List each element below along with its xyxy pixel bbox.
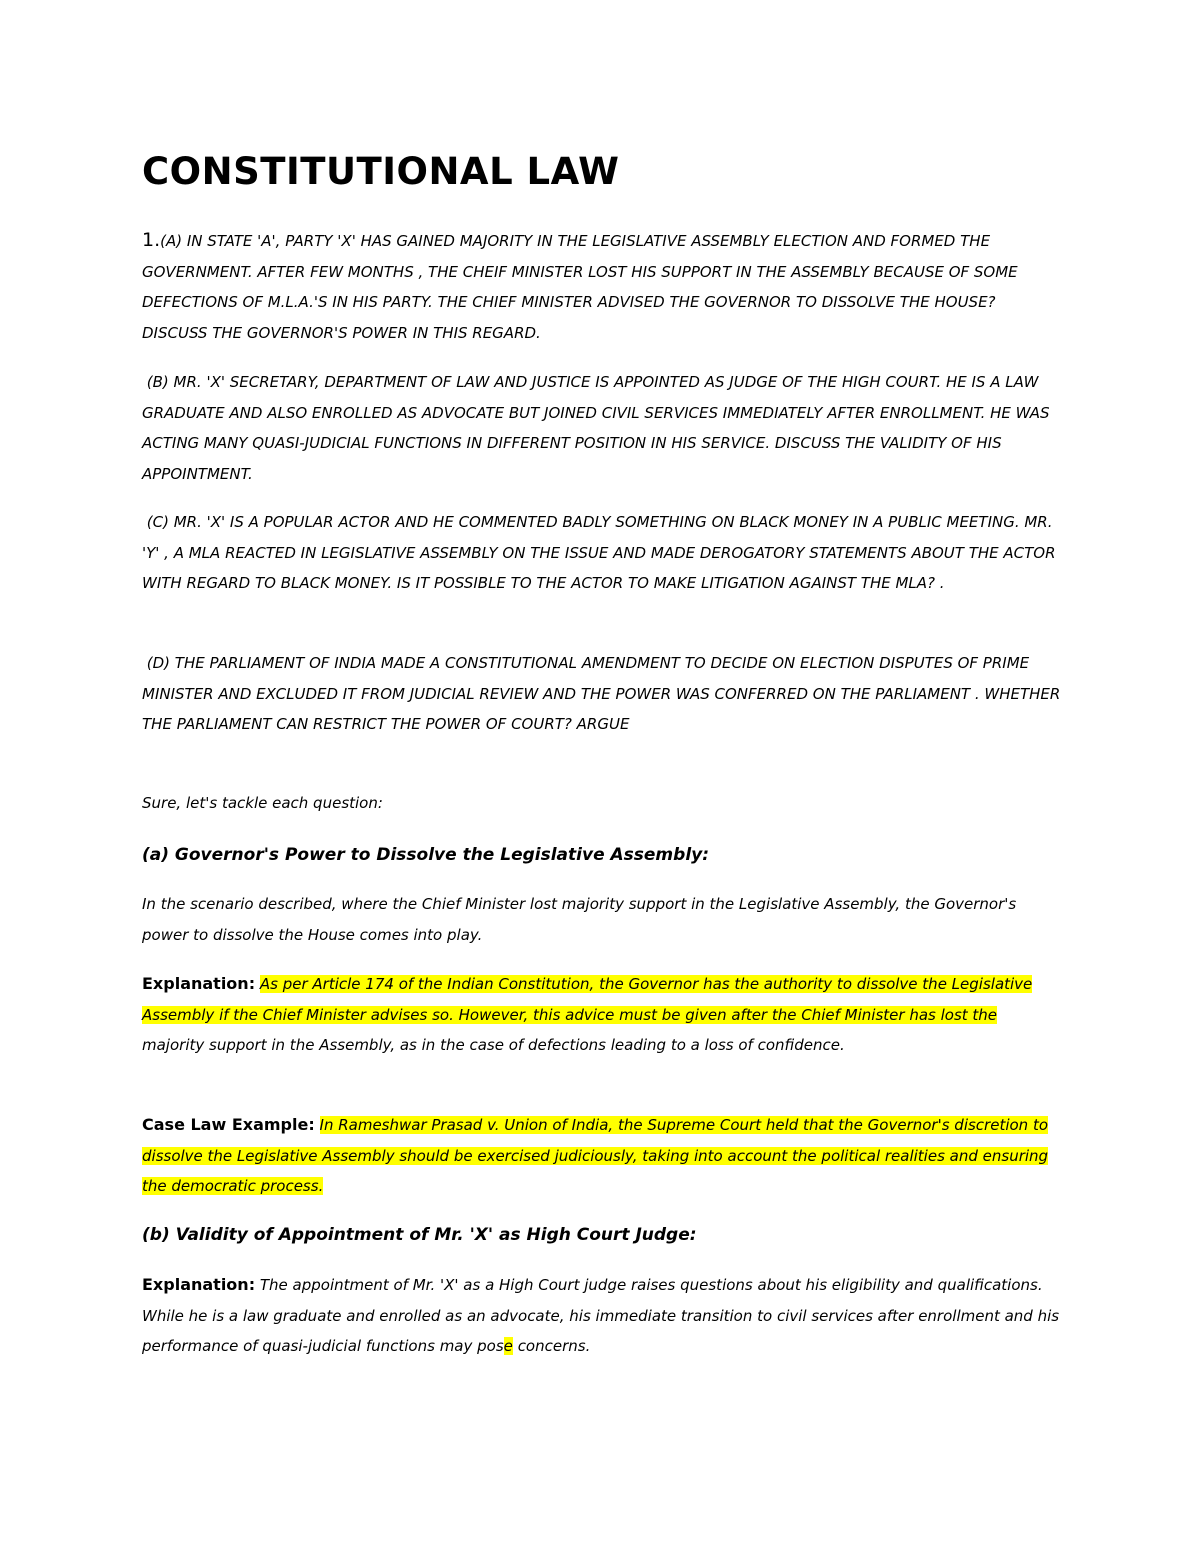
explanation-tail: concerns. <box>517 1337 591 1355</box>
question-a-text: (A) IN STATE 'A', PARTY 'X' HAS GAINED MAJORITY IN THE LEGISLATIVE ASSEMBLY ELECTION AND FORMED THE GOVERNMENT. AFTER FEW MONTHS , THE CHEIF MINISTER LOST HIS SUPPORT IN THE ASSEMBLY BECAUSE OF SOME DEFECTIONS OF M.L.A.'S IN HIS PARTY. THE CHIEF MINISTER ADVISED THE GOVERNOR TO DISSOLVE THE HOUSE? DISCUSS THE GOVERNOR'S POWER IN THIS REGARD. <box>142 232 1018 342</box>
highlighted-char: e <box>503 1337 513 1355</box>
explanation-label: Explanation: <box>142 1275 256 1294</box>
question-b-text: (B) MR. 'X' SECRETARY, DEPARTMENT OF LAW AND JUSTICE IS APPOINTED AS JUDGE OF THE HIGH COURT. HE IS A LAW GRADUATE AND ALSO ENROLLED AS ADVOCATE BUT JOINED CIVIL SERVICES IMMEDIATELY AFTER ENROLLMENT. HE WAS ACTING MANY QUASI-JUDICIAL FUNCTIONS IN DIFFERENT POSITION IN HIS SERVICE. DISCUSS THE VALIDITY OF HIS APPOINTMENT. <box>142 373 1050 483</box>
highlighted-case-text: In Rameshwar Prasad v. Union of India, the Supreme Court held that the Governor's discretion to dissolve the Legislative Assembly should be exercised judiciously, taking into account the political realities and ensuring the democratic process. <box>142 1116 1049 1195</box>
explanation-label: Explanation: <box>142 974 256 993</box>
section-a-case-law <box>142 1110 1062 1202</box>
question-d-text: (D) THE PARLIAMENT OF INDIA MADE A CONSTITUTIONAL AMENDMENT TO DECIDE ON ELECTION DISPUTES OF PRIME MINISTER AND EXCLUDED IT FROM JUDICIAL REVIEW AND THE POWER WAS CONFERRED ON THE PARLIAMENT . WHETHER THE PARLIAMENT CAN RESTRICT THE POWER OF COURT? ARGUE <box>142 654 1061 733</box>
section-b-explanation <box>142 1270 1062 1362</box>
question-number: 1. <box>142 229 161 251</box>
question-c <box>142 507 1062 599</box>
highlighted-text: As per Article 174 of the Indian Constitution, the Governor has the authority to dissolve the Legislative Assembly if the Chief Minister advises so. However, this advice must be given after the Chief Minister has lost the <box>142 975 1033 1024</box>
explanation-rest: majority support in the Assembly, as in the case of defections leading to a loss of confidence. <box>142 1036 845 1054</box>
section-a-explanation <box>142 969 1062 1061</box>
answer-intro: Sure, let's tackle each question: <box>142 794 383 812</box>
document-title: CONSTITUTIONAL LAW <box>142 150 620 193</box>
section-a-scenario: In the scenario described, where the Chief Minister lost majority support in the Legislative Assembly, the Governor's power to dissolve the House comes into play. <box>142 895 1017 944</box>
question-d <box>142 648 1062 740</box>
question-b <box>142 367 1062 489</box>
question-a <box>142 225 1062 348</box>
question-c-text: (C) MR. 'X' IS A POPULAR ACTOR AND HE COMMENTED BADLY SOMETHING ON BLACK MONEY IN A PUBLIC MEETING. MR. 'Y' , A MLA REACTED IN LEGISLATIVE ASSEMBLY ON THE ISSUE AND MADE DEROGATORY STATEMENTS ABOUT THE ACTOR WITH REGARD TO BLACK MONEY. IS IT POSSIBLE TO THE ACTOR TO MAKE LITIGATION AGAINST THE MLA? . <box>142 513 1056 592</box>
explanation-text: The appointment of Mr. 'X' as a High Court judge raises questions about his eligibility and qualifications. While he is a law graduate and enrolled as an advocate, his immediate transition to civil services after enrollment and his performance of quasi-judicial functions may pos <box>142 1276 1060 1355</box>
section-b-heading: (b) Validity of Appointment of Mr. 'X' as High Court Judge: <box>142 1225 697 1245</box>
case-law-label: Case Law Example: <box>142 1115 315 1134</box>
section-a-heading: (a) Governor's Power to Dissolve the Legislative Assembly: <box>142 845 710 865</box>
